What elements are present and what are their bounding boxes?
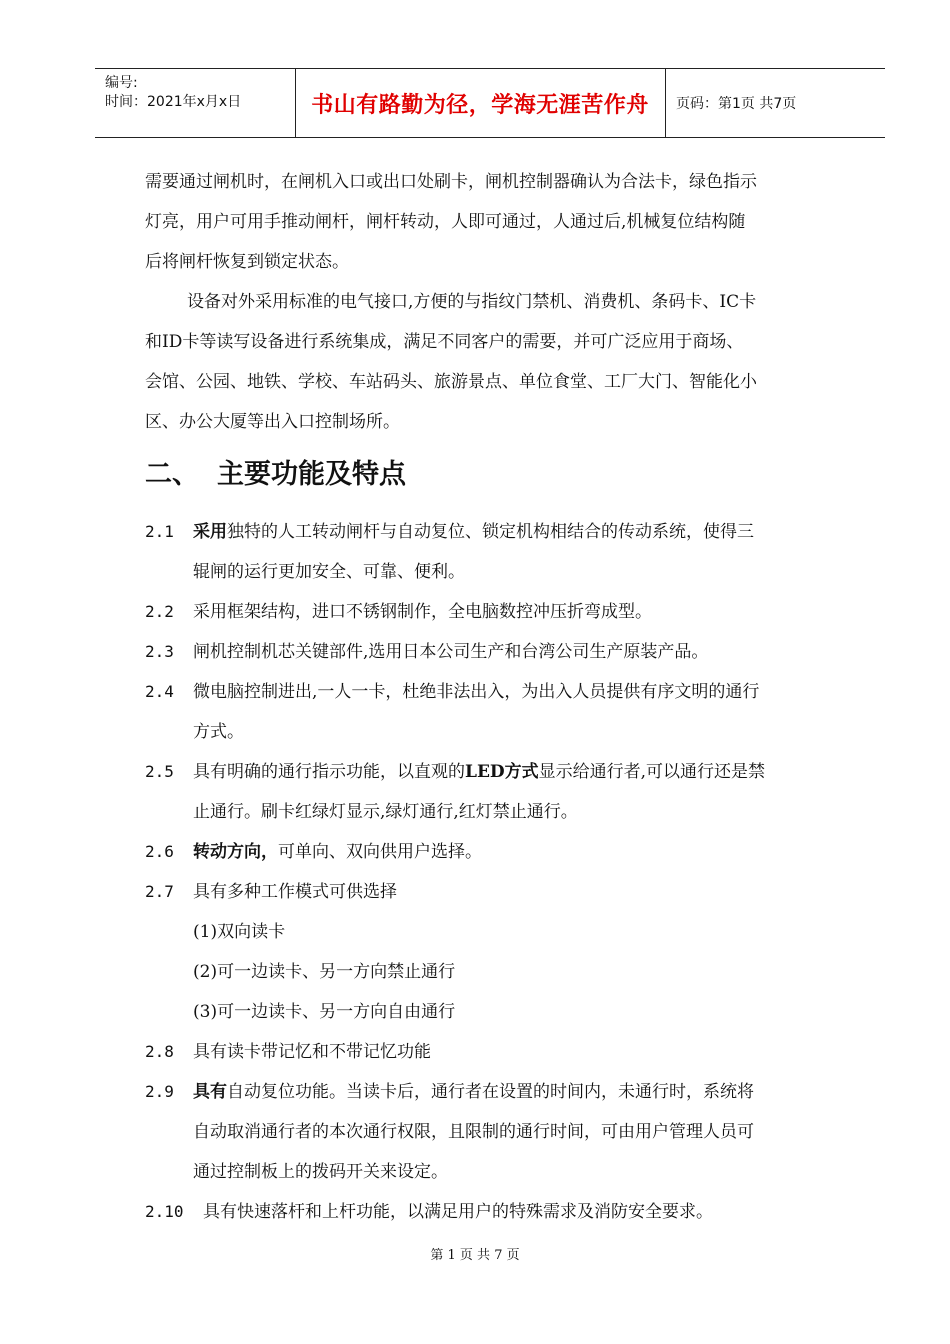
item-bold-text: LED方式 xyxy=(465,762,539,782)
sub-item: (3)可一边读卡、另一方向自由通行 xyxy=(193,1002,456,1022)
item-bold-text: 转动方向， xyxy=(193,842,278,862)
section-heading xyxy=(145,452,406,491)
item-number: 2.8 xyxy=(145,1042,174,1061)
header-page-info: 页码：第1页 共7页 xyxy=(676,96,797,112)
intro-line-7: 区、办公大厦等出入口控制场所。 xyxy=(145,412,400,432)
item-text: 可单向、双向供用户选择。 xyxy=(278,842,482,862)
item-number: 2.1 xyxy=(145,522,174,541)
item-number: 2.10 xyxy=(145,1202,184,1221)
item-number: 2.4 xyxy=(145,682,174,701)
sub-item: (2)可一边读卡、另一方向禁止通行 xyxy=(193,962,456,982)
item-bold-text: 采用 xyxy=(193,522,227,542)
item-text: 具有读卡带记忆和不带记忆功能 xyxy=(193,1042,431,1062)
intro-line-6: 会馆、公园、地铁、学校、车站码头、旅游景点、单位食堂、工厂大门、智能化小 xyxy=(145,372,757,392)
intro-line-2: 灯亮，用户可用手推动闸杆，闸杆转动，人即可通过，人通过后,机械复位结构随 xyxy=(145,212,746,232)
header-left-cell xyxy=(95,69,296,137)
item-text: 具有明确的通行指示功能，以直观的 xyxy=(193,762,465,782)
intro-line-5: 和ID卡等读写设备进行系统集成，满足不同客户的需要，并可广泛应用于商场、 xyxy=(145,332,744,352)
item-text: 自动复位功能。当读卡后，通行者在设置的时间内，未通行时，系统将 xyxy=(227,1082,754,1102)
item-number: 2.5 xyxy=(145,762,174,781)
intro-line-3: 后将闸杆恢复到锁定状态。 xyxy=(145,252,349,272)
item-continuation: 辊闸的运行更加安全、可靠、便利。 xyxy=(193,562,465,582)
item-text: 闸机控制机芯关键部件,选用日本公司生产和台湾公司生产原装产品。 xyxy=(193,642,709,662)
intro-line-4: 设备对外采用标准的电气接口,方便的与指纹门禁机、消费机、条码卡、IC卡 xyxy=(187,292,757,312)
section-number: 二、 xyxy=(145,459,199,490)
item-text-tail: 显示给通行者,可以通行还是禁 xyxy=(538,762,766,782)
item-bold-text: 具有 xyxy=(193,1082,227,1102)
page-header xyxy=(95,68,885,138)
item-number: 2.6 xyxy=(145,842,174,861)
item-text: 具有多种工作模式可供选择 xyxy=(193,882,397,902)
item-number: 2.7 xyxy=(145,882,174,901)
item-text: 微电脑控制进出,一人一卡，杜绝非法出入，为出入人员提供有序文明的通行 xyxy=(193,682,760,702)
item-text: 采用框架结构，进口不锈钢制作，全电脑数控冲压折弯成型。 xyxy=(193,602,652,622)
item-number: 2.9 xyxy=(145,1082,174,1101)
page-footer: 第 1 页 共 7 页 xyxy=(430,1248,520,1263)
item-continuation: 自动取消通行者的本次通行权限，且限制的通行时间，可由用户管理人员可 xyxy=(193,1122,754,1142)
header-motto: 书山有路勤为径，学海无涯苦作舟 xyxy=(311,92,649,118)
item-number: 2.3 xyxy=(145,642,174,661)
intro-line-1: 需要通过闸机时，在闸机入口或出口处刷卡，闸机控制器确认为合法卡，绿色指示 xyxy=(145,172,757,192)
header-motto-cell xyxy=(295,69,666,137)
item-text: 具有快速落杆和上杆功能，以满足用户的特殊需求及消防安全要求。 xyxy=(203,1202,713,1222)
document-time-label: 时间：2021年x月x日 xyxy=(105,94,242,110)
item-continuation: 方式。 xyxy=(193,722,244,742)
item-number: 2.2 xyxy=(145,602,174,621)
sub-item: (1)双向读卡 xyxy=(193,922,286,942)
section-title: 主要功能及特点 xyxy=(217,459,406,490)
item-continuation: 通过控制板上的拨码开关来设定。 xyxy=(193,1162,448,1182)
item-continuation: 止通行。刷卡红绿灯显示,绿灯通行,红灯禁止通行。 xyxy=(193,802,578,822)
item-text: 独特的人工转动闸杆与自动复位、锁定机构相结合的传动系统，使得三 xyxy=(227,522,754,542)
document-code-label: 编号: xyxy=(105,75,138,91)
